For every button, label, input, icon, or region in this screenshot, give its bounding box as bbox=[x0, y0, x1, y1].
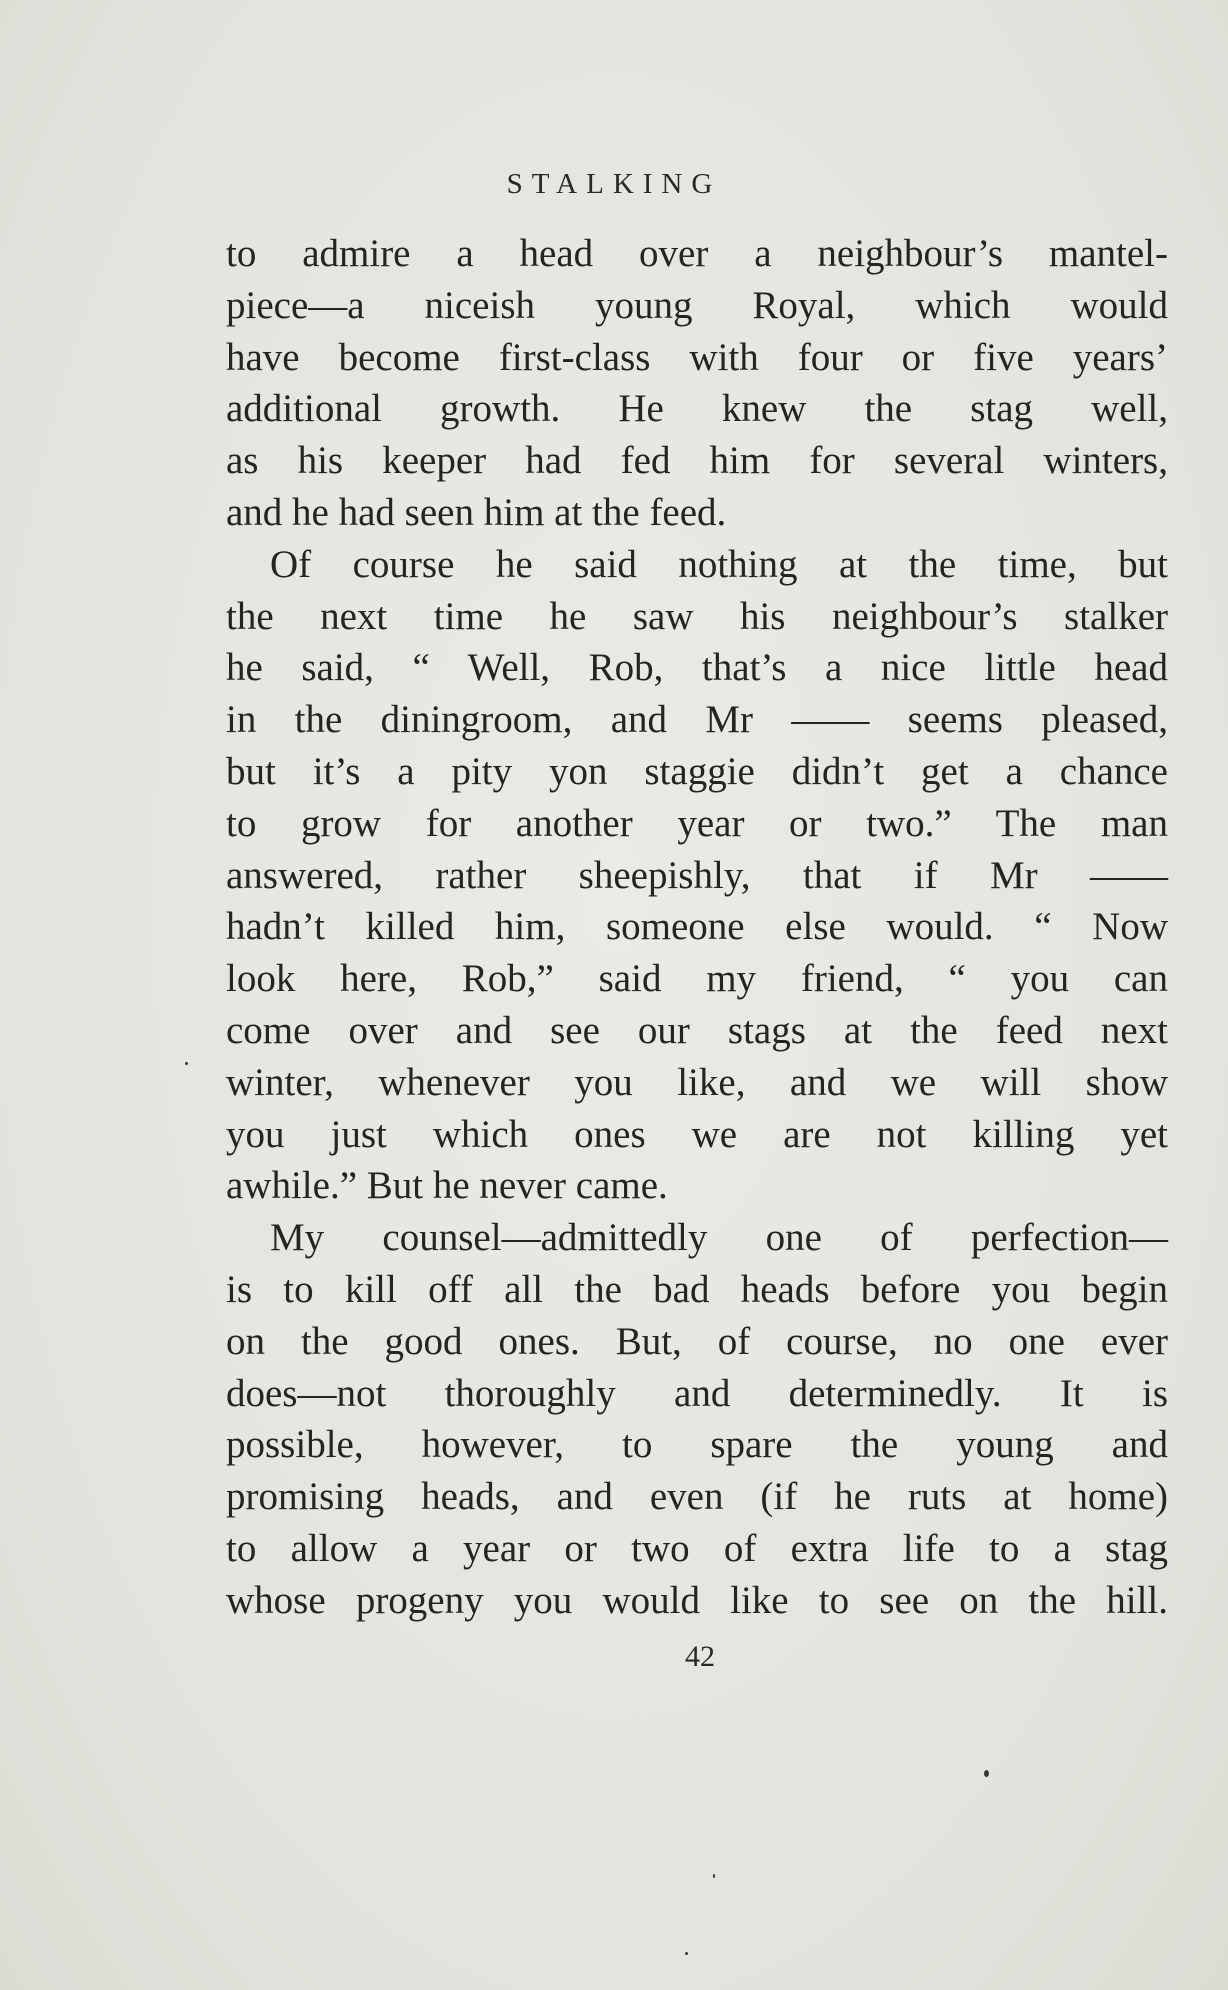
text-line: possible, however, to spare the young and bbox=[226, 1423, 1168, 1467]
paper-speck bbox=[984, 1770, 989, 1777]
text-line: he said, “ Well, Rob, that’s a nice little head bbox=[226, 646, 1168, 690]
paragraph-1 bbox=[226, 228, 1168, 539]
text-line: piece—a niceish young Royal, which would bbox=[226, 283, 1168, 327]
page-number: 42 bbox=[685, 1640, 715, 1673]
text-line: on the good ones. But, of course, no one ever bbox=[226, 1319, 1168, 1363]
text-line: as his keeper had fed him for several winters, bbox=[226, 439, 1168, 483]
running-head: STALKING bbox=[506, 168, 722, 200]
body-text bbox=[226, 228, 1168, 1627]
text-line: to grow for another year or two.” The man bbox=[226, 801, 1168, 845]
text-line: and he had seen him at the feed. bbox=[226, 490, 727, 534]
text-line: in the diningroom, and Mr —— seems pleased, bbox=[226, 698, 1168, 742]
text-line: hadn’t killed him, someone else would. “ Now bbox=[226, 905, 1168, 949]
paragraph-3 bbox=[226, 1212, 1168, 1626]
text-line: winter, whenever you like, and we will show bbox=[226, 1060, 1168, 1104]
text-line: but it’s a pity yon staggie didn’t get a chance bbox=[226, 749, 1168, 793]
text-line: have become first-class with four or five years’ bbox=[226, 335, 1168, 379]
text-line: the next time he saw his neighbour’s stalker bbox=[226, 594, 1168, 638]
paper-speck bbox=[713, 1874, 715, 1878]
text-line: Of course he said nothing at the time, but bbox=[270, 542, 1168, 586]
text-line: to allow a year or two of extra life to a stag bbox=[226, 1526, 1168, 1570]
text-line: look here, Rob,” said my friend, “ you can bbox=[226, 957, 1168, 1001]
text-line: you just which ones we are not killing yet bbox=[226, 1112, 1168, 1156]
text-line: come over and see our stags at the feed next bbox=[226, 1008, 1168, 1052]
text-line: awhile.” But he never came. bbox=[226, 1164, 668, 1208]
text-line: to admire a head over a neighbour’s mantel- bbox=[226, 232, 1168, 275]
text-line: answered, rather sheepishly, that if Mr —— bbox=[226, 853, 1168, 897]
text-line: promising heads, and even (if he ruts at home) bbox=[226, 1475, 1168, 1519]
text-line: does—not thoroughly and determinedly. It is bbox=[226, 1371, 1168, 1415]
text-line: My counsel—admittedly one of perfection— bbox=[270, 1216, 1168, 1260]
text-line: additional growth. He knew the stag well, bbox=[226, 387, 1168, 431]
paper-speck bbox=[185, 1062, 188, 1065]
text-line: is to kill off all the bad heads before you begin bbox=[226, 1267, 1168, 1311]
text-line: whose progeny you would like to see on the hill. bbox=[226, 1578, 1168, 1622]
paragraph-2 bbox=[226, 539, 1168, 1212]
paper-speck bbox=[685, 1952, 688, 1955]
